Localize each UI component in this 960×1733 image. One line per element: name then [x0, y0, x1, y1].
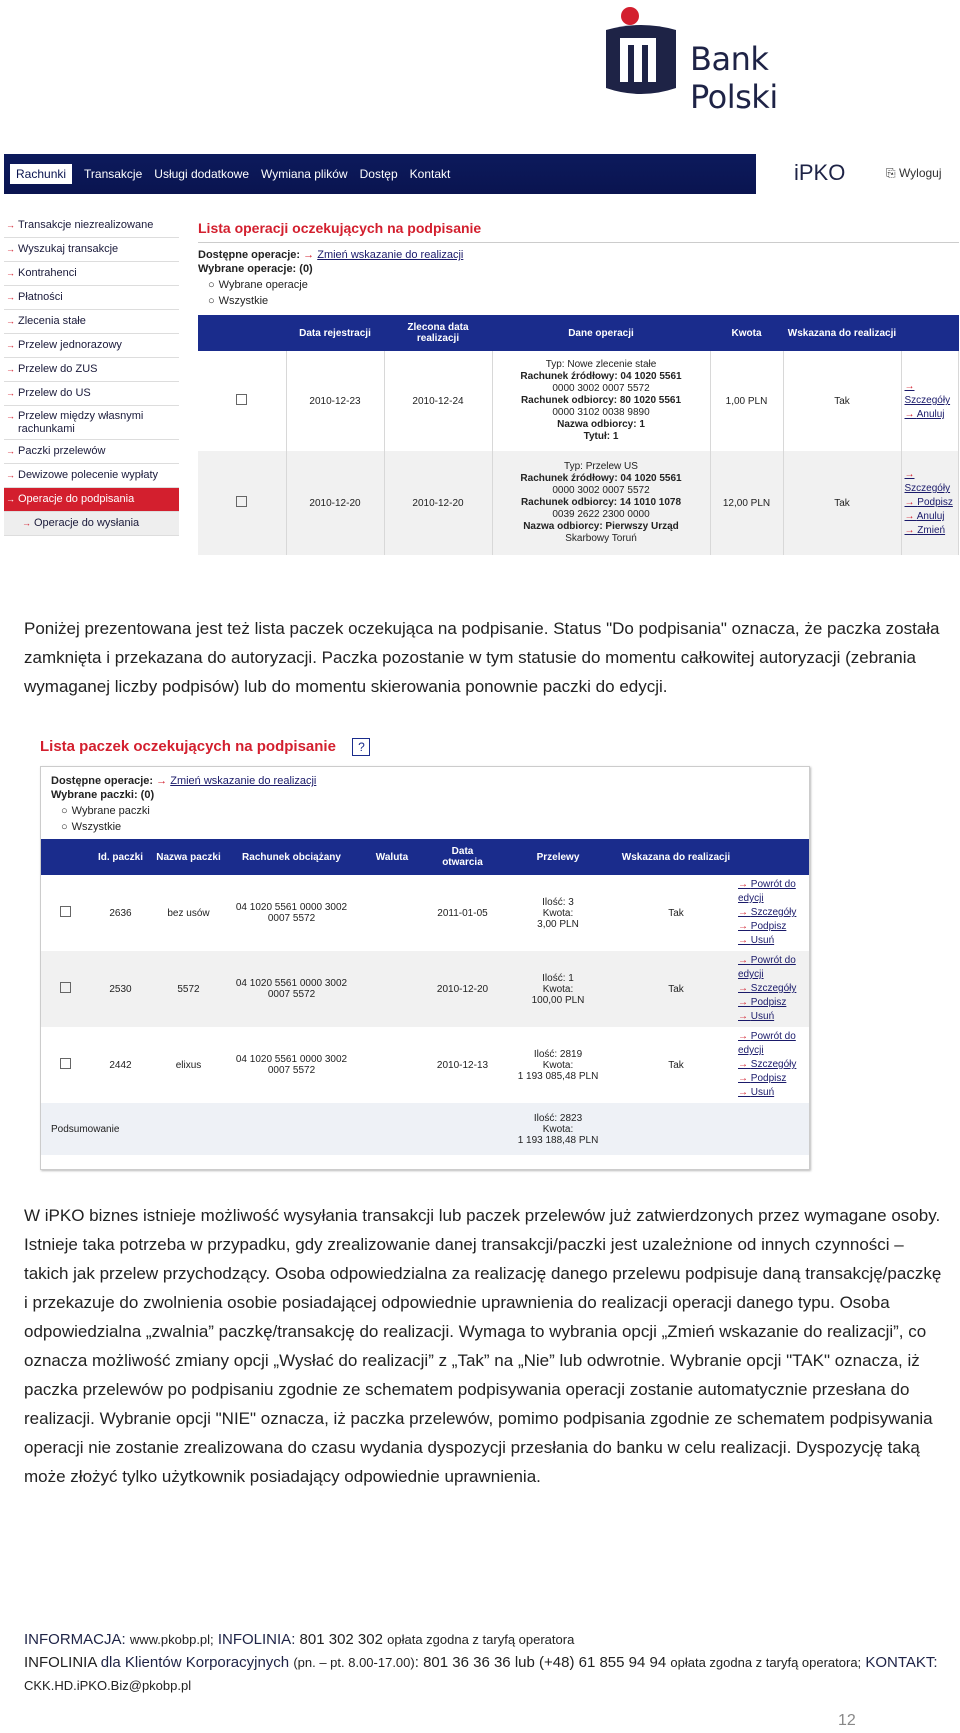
- footer: [24, 1628, 954, 1697]
- summary-row: [41, 1103, 809, 1155]
- nav-rachunki[interactable]: Rachunki: [10, 164, 72, 184]
- col-open-date: Data otwarcia: [426, 839, 499, 875]
- op-line: 0000 3002 0007 5572: [552, 383, 650, 394]
- row-checkbox[interactable]: [60, 982, 71, 993]
- details-link[interactable]: → Szczegóły: [738, 982, 806, 996]
- row-actions: [735, 1027, 809, 1103]
- op-line: Rachunek źródłowy: 04 1020 5561: [520, 371, 682, 382]
- corp-fee: opłata zgodna z taryfą operatora;: [670, 1655, 862, 1670]
- details-link[interactable]: → Szczegóły: [738, 1058, 806, 1072]
- selected-count: Wybrane operacje: (0): [198, 263, 313, 275]
- main-content: [198, 220, 959, 555]
- transfers-amount-label: Kwota:: [542, 1059, 574, 1071]
- radio-all[interactable]: ○ Wszystkie: [61, 821, 799, 833]
- sidebar-item[interactable]: → Przelew do US: [4, 382, 179, 406]
- realization-flag: Tak: [617, 951, 735, 1027]
- col-amount: Kwota: [710, 315, 783, 351]
- package-id: 2442: [109, 1059, 132, 1071]
- op-line: Typ: Nowe zlecenie stałe: [545, 359, 657, 370]
- logout-icon: ⎘: [886, 166, 899, 180]
- package-name: bez usów: [167, 907, 210, 919]
- amount: 1,00 PLN: [710, 351, 783, 451]
- open-date: 2011-01-05: [437, 907, 488, 919]
- change-link[interactable]: → Zmień: [905, 524, 956, 538]
- account: 04 1020 5561 0000 3002 0007 5572: [225, 951, 358, 1027]
- op-line: Rachunek odbiorcy: 14 1010 1078: [520, 497, 682, 508]
- corp-for: dla Klientów Korporacyjnych: [100, 1654, 290, 1671]
- col-actions: [901, 315, 959, 351]
- sidebar: [4, 214, 179, 536]
- brand-name: Bank Polski: [690, 40, 778, 116]
- sign-link[interactable]: → Podpisz: [905, 496, 956, 510]
- available-ops: [51, 775, 799, 787]
- nav-uslugi[interactable]: Usługi dodatkowe: [154, 167, 250, 181]
- corp-hours: (pn. – pt. 8.00-17.00): [293, 1655, 415, 1670]
- nav-kontakt[interactable]: Kontakt: [409, 167, 451, 181]
- sidebar-item[interactable]: → Przelew między własnymi rachunkami: [4, 406, 179, 440]
- change-realization-link[interactable]: Zmień wskazanie do realizacji: [170, 775, 317, 787]
- row-actions: [735, 875, 809, 951]
- delete-link[interactable]: → Usuń: [738, 934, 806, 948]
- hotline-fee: opłata zgodna z taryfą operatora: [387, 1632, 575, 1647]
- arrow-icon: →: [156, 775, 168, 787]
- back-to-edit-link[interactable]: → Powrót do edycji: [738, 1030, 806, 1058]
- transfers: [499, 951, 617, 1027]
- sign-link[interactable]: → Podpisz: [738, 996, 806, 1010]
- corp-label: INFOLINIA: [24, 1654, 97, 1671]
- packages-table: [41, 839, 809, 1155]
- package-name: elixus: [175, 1059, 202, 1071]
- col-account: Rachunek obciążany: [225, 839, 358, 875]
- corp-numbers: : 801 36 36 36 lub (+48) 61 855 94 94: [414, 1654, 667, 1671]
- row-checkbox[interactable]: [60, 1058, 71, 1069]
- open-date: 2010-12-13: [436, 1059, 489, 1071]
- sidebar-item[interactable]: → Zlecenia stałe: [4, 310, 179, 334]
- packages-title-row: [40, 738, 810, 756]
- sidebar-item[interactable]: → Kontrahenci: [4, 262, 179, 286]
- row-actions: [901, 351, 959, 451]
- exec-date: 2010-12-24: [384, 351, 492, 451]
- op-line: Tytuł: 1: [583, 431, 619, 442]
- sidebar-item[interactable]: → Przelew do ZUS: [4, 358, 179, 382]
- sidebar-item[interactable]: → Transakcje niezrealizowane: [4, 214, 179, 238]
- ipko-logo: iPKO: [794, 160, 846, 185]
- selected-count: Wybrane paczki: (0): [51, 789, 155, 801]
- sidebar-item[interactable]: → Przelew jednorazowy: [4, 334, 179, 358]
- col-flag: Wskazana do realizacji: [617, 839, 735, 875]
- nav-transakcje[interactable]: Transakcje: [84, 167, 143, 181]
- summary-amount: 1 193 188,48 PLN: [517, 1134, 599, 1146]
- table-header: [198, 315, 959, 351]
- packages-screenshot: [40, 738, 810, 1170]
- op-line: Typ: Przelew US: [564, 461, 638, 472]
- operations-table: [198, 315, 959, 555]
- row-actions: [735, 951, 809, 1027]
- col-flag: Wskazana do realizacji: [783, 315, 901, 351]
- arrow-icon: →: [303, 249, 315, 261]
- details-link[interactable]: → Szczegóły: [905, 468, 956, 496]
- realization-flag: Tak: [668, 907, 684, 919]
- sign-link[interactable]: → Podpisz: [738, 1072, 806, 1086]
- realization-flag: Tak: [668, 1059, 684, 1071]
- op-line: Skarbowy Toruń: [565, 533, 637, 544]
- packages-title: Lista paczek oczekujących na podpisanie: [40, 738, 336, 755]
- col-exec-date: Zlecona data realizacji: [384, 315, 492, 351]
- operation-details: [492, 451, 710, 555]
- package-name: 5572: [152, 951, 225, 1027]
- packages-panel: [40, 766, 810, 1170]
- open-date: 2010-12-20: [426, 951, 499, 1027]
- sidebar-item[interactable]: → Wyszukaj transakcje: [4, 238, 179, 262]
- cancel-link[interactable]: → Anuluj: [905, 510, 956, 524]
- operation-details: [492, 351, 710, 451]
- pko-logo: [600, 4, 850, 116]
- transfers-amount: 100,00 PLN: [531, 994, 585, 1006]
- package-id: 2636: [109, 907, 132, 919]
- logout-button[interactable]: [886, 166, 942, 181]
- currency: [358, 951, 426, 1027]
- nav-dostep[interactable]: Dostęp: [359, 167, 398, 181]
- table-header: [41, 839, 809, 875]
- amount: 12,00 PLN: [710, 451, 783, 555]
- summary-amount-label: Kwota:: [542, 1123, 574, 1135]
- transfers-count: Ilość: 2819: [533, 1048, 583, 1060]
- op-line: 0039 2622 2300 0000: [552, 509, 650, 520]
- col-name: Nazwa paczki: [152, 839, 225, 875]
- hotline-label: INFOLINIA:: [217, 1631, 296, 1648]
- page-number: 12: [838, 1712, 856, 1729]
- row-checkbox[interactable]: [60, 906, 71, 917]
- info-label: INFORMACJA:: [24, 1631, 126, 1648]
- col-select: [41, 839, 89, 875]
- col-select: [198, 315, 286, 351]
- top-nav: [4, 154, 959, 194]
- available-ops: [198, 249, 959, 261]
- sign-link[interactable]: → Podpisz: [738, 920, 806, 934]
- top-menu: [10, 154, 462, 194]
- reg-date: 2010-12-23: [286, 351, 384, 451]
- logout-label: Wyloguj: [898, 166, 942, 180]
- col-actions: [735, 839, 809, 875]
- cancel-link[interactable]: → Anuluj: [905, 408, 956, 422]
- ipko-operations-screenshot: [4, 154, 959, 570]
- exec-date: 2010-12-20: [384, 451, 492, 555]
- summary-label: Podsumowanie: [41, 1103, 225, 1155]
- col-details: Dane operacji: [492, 315, 710, 351]
- table-row: [41, 875, 809, 951]
- transfers-count: Ilość: 3: [542, 896, 574, 908]
- col-currency: Waluta: [358, 839, 426, 875]
- account: 04 1020 5561 0000 3002 0007 5572: [235, 1054, 348, 1076]
- package-id: 2530: [89, 951, 152, 1027]
- body-paragraph: W iPKO biznes istnieje możliwość wysyłania transakcji lub paczek przelewów już zatwierdzonych przez wymagane osoby. Istnieje taka potrzeba w przypadku, gdy zrealizowanie danej transakcji/paczki jest uzależnione od innych czynności – takich jak przelew przychodzący. Osoba odpowiedzialna za realizację danego przelewu podpisuje daną transakcję/paczkę i przekazuje do zwolnienia osobie posiadającej odpowiednie uprawnienia do realizacji operacji danego typu. Osoba odpowiedzialna „zwalnia” paczkę/transakcję do realizacji. Wymaga to wybrania opcji „Zmień wskazanie do realizacji”, co oznacza możliwość zmiany opcji „Wysłać do realizacji” z „Tak” na „Nie” lub odwrotnie. Wybranie opcji "TAK" oznacza, iż paczka przelewów po podpisaniu zgodnie ze schematem podpisywania operacji zostanie automatycznie przesłana do realizacji. Wybranie opcji "NIE" oznacza, iż paczka przelewów, pomimo podpisania zgodnie ze schematem podpisywania operacji nie zostanie zrealizowana do czasu wydania dyspozycji przesłania do banku w celu realizacji. Dyspozycję taką może złożyć tylko użytkownik posiadający odpowiednie uprawnienia.: [24, 1206, 942, 1486]
- transfers: [499, 875, 617, 951]
- realization-flag: Tak: [783, 451, 901, 555]
- op-line: 0000 3102 0038 9890: [552, 407, 650, 418]
- help-icon[interactable]: ?: [352, 738, 370, 756]
- reg-date: 2010-12-20: [286, 451, 384, 555]
- details-link[interactable]: → Szczegóły: [905, 380, 956, 408]
- account: 04 1020 5561 0000 3002 0007 5572: [235, 902, 348, 924]
- contact-email[interactable]: CKK.HD.iPKO.Biz@pkobp.pl: [24, 1678, 192, 1693]
- transfers-count: Ilość: 1: [542, 972, 574, 984]
- back-to-edit-link[interactable]: → Powrót do edycji: [738, 954, 806, 982]
- hotline-number: 801 302 302: [299, 1631, 383, 1648]
- sidebar-item[interactable]: → Płatności: [4, 286, 179, 310]
- change-realization-link[interactable]: Zmień wskazanie do realizacji: [317, 249, 464, 261]
- radio-selected[interactable]: ○ Wybrane operacje: [208, 279, 959, 291]
- radio-all[interactable]: ○ Wszystkie: [208, 295, 959, 307]
- back-to-edit-link[interactable]: → Powrót do edycji: [738, 878, 806, 906]
- table-row: [41, 1027, 809, 1103]
- delete-link[interactable]: → Usuń: [738, 1086, 806, 1100]
- sidebar-item[interactable]: → Dewizowe polecenie wypłaty: [4, 464, 179, 488]
- available-label: Dostępne operacje:: [198, 249, 301, 261]
- col-id: Id. paczki: [89, 839, 152, 875]
- row-actions: [901, 451, 959, 555]
- table-row: [41, 951, 809, 1027]
- realization-flag: Tak: [783, 351, 901, 451]
- op-line: Nazwa odbiorcy: Pierwszy Urząd: [523, 521, 679, 532]
- sidebar-subitem[interactable]: → Operacje do wysłania: [4, 512, 179, 536]
- sidebar-item[interactable]: → Paczki przelewów: [4, 440, 179, 464]
- top-nav-right: [756, 154, 959, 194]
- transfers: [499, 1027, 617, 1103]
- page-title: Lista operacji oczekujących na podpisanie: [198, 220, 959, 243]
- op-line: Rachunek odbiorcy: 80 1020 5561: [520, 395, 682, 406]
- transfers-amount: 3,00 PLN: [537, 918, 579, 930]
- transfers-amount: 1 193 085,48 PLN: [517, 1070, 599, 1082]
- col-transfers: Przelewy: [499, 839, 617, 875]
- transfers-amount-label: Kwota:: [542, 983, 574, 995]
- pko-logo-icon: [600, 4, 682, 100]
- delete-link[interactable]: → Usuń: [738, 1010, 806, 1024]
- currency: [358, 1027, 426, 1103]
- intro-paragraph: Poniżej prezentowana jest też lista paczek oczekująca na podpisanie. Status "Do podpisania" oznacza, że paczka została zamknięta i przekazana do autoryzacji. Paczka pozostanie w tym statusie do momentu całkowitej autoryzacji (zebrania wymaganej liczby podpisów) lub do momentu skierowania ponownie paczki do edycji.: [24, 619, 940, 696]
- info-url[interactable]: www.pkobp.pl;: [129, 1632, 214, 1647]
- row-checkbox[interactable]: [236, 394, 247, 405]
- table-row: [198, 451, 959, 555]
- row-checkbox[interactable]: [236, 496, 247, 507]
- transfers-amount-label: Kwota:: [542, 907, 574, 919]
- summary-values: [499, 1103, 617, 1155]
- op-line: 0000 3002 0007 5572: [552, 485, 650, 496]
- table-row: [198, 351, 959, 451]
- op-line: Rachunek źródłowy: 04 1020 5561: [520, 473, 682, 484]
- details-link[interactable]: → Szczegóły: [738, 906, 806, 920]
- currency: [358, 875, 426, 951]
- col-reg-date: Data rejestracji: [286, 315, 384, 351]
- summary-count: Ilość: 2823: [533, 1112, 583, 1124]
- available-label: Dostępne operacje:: [51, 775, 154, 787]
- contact-label: KONTAKT:: [865, 1654, 938, 1671]
- op-line: Nazwa odbiorcy: 1: [557, 419, 645, 430]
- sidebar-item-active[interactable]: → Operacje do podpisania: [4, 488, 179, 512]
- radio-selected[interactable]: ○ Wybrane paczki: [61, 805, 799, 817]
- nav-wymiana[interactable]: Wymiana plików: [261, 167, 348, 181]
